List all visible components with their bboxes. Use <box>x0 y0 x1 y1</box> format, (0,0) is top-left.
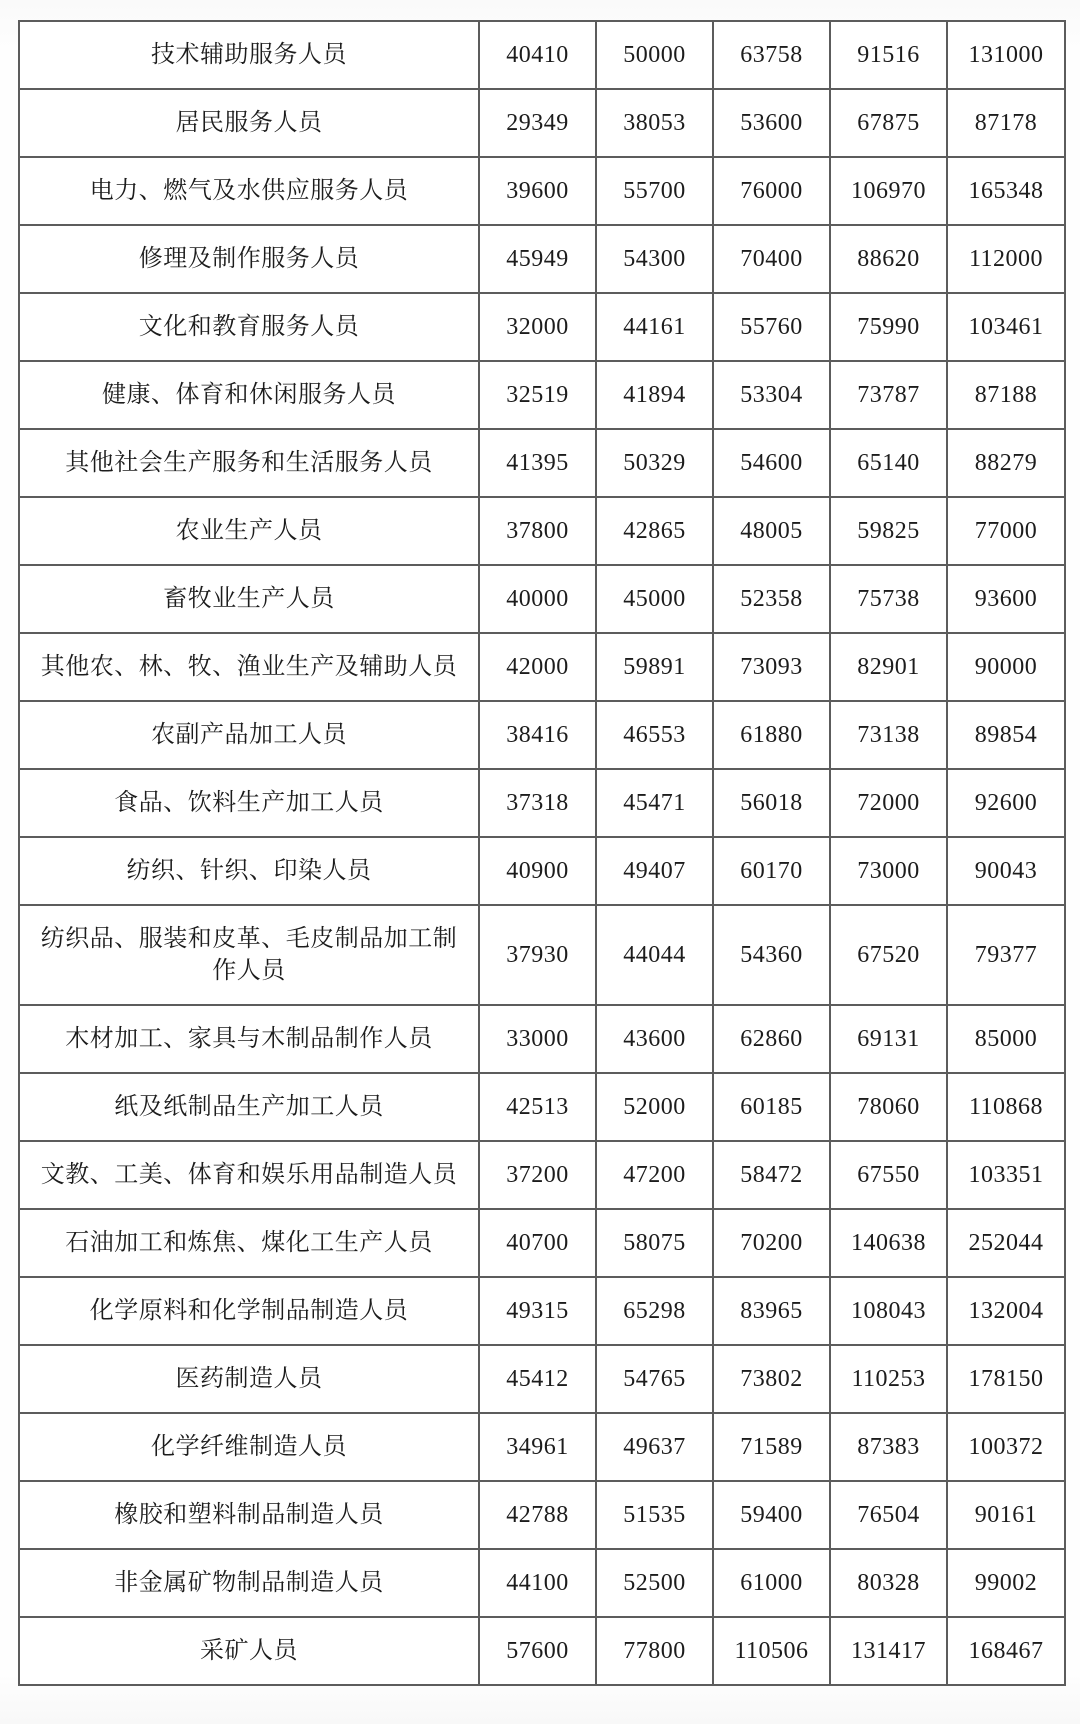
occupation-name: 食品、饮料生产加工人员 <box>19 769 479 837</box>
wage-value: 50329 <box>596 429 713 497</box>
wage-value: 131000 <box>947 21 1065 89</box>
wage-value: 37318 <box>479 769 596 837</box>
wage-value: 32519 <box>479 361 596 429</box>
wage-value: 52358 <box>713 565 830 633</box>
occupation-name: 木材加工、家具与木制品制作人员 <box>19 1005 479 1073</box>
wage-value: 41395 <box>479 429 596 497</box>
wage-value: 73000 <box>830 837 947 905</box>
wage-value: 40410 <box>479 21 596 89</box>
occupation-name: 纺织、针织、印染人员 <box>19 837 479 905</box>
wage-value: 59825 <box>830 497 947 565</box>
wage-value: 45949 <box>479 225 596 293</box>
wage-value: 168467 <box>947 1617 1065 1685</box>
wage-value: 87383 <box>830 1413 947 1481</box>
table-row <box>19 293 1065 361</box>
table-row <box>19 1413 1065 1481</box>
occupation-name: 文化和教育服务人员 <box>19 293 479 361</box>
wage-value: 65140 <box>830 429 947 497</box>
wage-value: 40900 <box>479 837 596 905</box>
wage-value: 73138 <box>830 701 947 769</box>
occupation-name: 橡胶和塑料制品制造人员 <box>19 1481 479 1549</box>
wage-value: 89854 <box>947 701 1065 769</box>
wage-value: 63758 <box>713 21 830 89</box>
wage-value: 60170 <box>713 837 830 905</box>
wage-value: 85000 <box>947 1005 1065 1073</box>
wage-value: 178150 <box>947 1345 1065 1413</box>
wage-value: 60185 <box>713 1073 830 1141</box>
wage-value: 73093 <box>713 633 830 701</box>
wage-value: 49315 <box>479 1277 596 1345</box>
wage-value: 91516 <box>830 21 947 89</box>
wage-value: 103461 <box>947 293 1065 361</box>
occupation-name: 健康、体育和休闲服务人员 <box>19 361 479 429</box>
wage-value: 87178 <box>947 89 1065 157</box>
wage-value: 72000 <box>830 769 947 837</box>
wage-value: 165348 <box>947 157 1065 225</box>
occupation-name: 居民服务人员 <box>19 89 479 157</box>
wage-value: 38416 <box>479 701 596 769</box>
wage-value: 44161 <box>596 293 713 361</box>
wage-value: 56018 <box>713 769 830 837</box>
wage-value: 54360 <box>713 905 830 1005</box>
wage-value: 67875 <box>830 89 947 157</box>
wage-value: 57600 <box>479 1617 596 1685</box>
wage-value: 52000 <box>596 1073 713 1141</box>
occupation-name: 农副产品加工人员 <box>19 701 479 769</box>
wage-value: 252044 <box>947 1209 1065 1277</box>
wage-value: 39600 <box>479 157 596 225</box>
wage-value: 49407 <box>596 837 713 905</box>
wage-value: 44100 <box>479 1549 596 1617</box>
table-row <box>19 565 1065 633</box>
wage-value: 70200 <box>713 1209 830 1277</box>
wage-value: 55700 <box>596 157 713 225</box>
wage-value: 45000 <box>596 565 713 633</box>
occupation-name: 非金属矿物制品制造人员 <box>19 1549 479 1617</box>
wage-value: 38053 <box>596 89 713 157</box>
wage-value: 54300 <box>596 225 713 293</box>
wage-value: 45412 <box>479 1345 596 1413</box>
table-row <box>19 1345 1065 1413</box>
table-row <box>19 21 1065 89</box>
wage-value: 41894 <box>596 361 713 429</box>
wage-value: 110506 <box>713 1617 830 1685</box>
wage-value: 43600 <box>596 1005 713 1073</box>
wage-value: 78060 <box>830 1073 947 1141</box>
wage-value: 131417 <box>830 1617 947 1685</box>
wage-value: 100372 <box>947 1413 1065 1481</box>
wage-value: 90000 <box>947 633 1065 701</box>
occupation-name: 化学原料和化学制品制造人员 <box>19 1277 479 1345</box>
wage-value: 54765 <box>596 1345 713 1413</box>
wage-value: 42000 <box>479 633 596 701</box>
wage-value: 88620 <box>830 225 947 293</box>
occupation-name: 农业生产人员 <box>19 497 479 565</box>
wage-value: 51535 <box>596 1481 713 1549</box>
wage-value: 75738 <box>830 565 947 633</box>
table-body <box>19 21 1065 1685</box>
table-row <box>19 1617 1065 1685</box>
wage-value: 58075 <box>596 1209 713 1277</box>
wage-value: 76504 <box>830 1481 947 1549</box>
wage-value: 47200 <box>596 1141 713 1209</box>
wage-value: 92600 <box>947 769 1065 837</box>
occupation-name: 采矿人员 <box>19 1617 479 1685</box>
wage-value: 67550 <box>830 1141 947 1209</box>
wage-value: 49637 <box>596 1413 713 1481</box>
table-row <box>19 157 1065 225</box>
occupation-name: 技术辅助服务人员 <box>19 21 479 89</box>
table-row <box>19 1277 1065 1345</box>
wage-value: 88279 <box>947 429 1065 497</box>
table-row <box>19 1209 1065 1277</box>
wage-value: 110868 <box>947 1073 1065 1141</box>
occupation-name: 其他农、林、牧、渔业生产及辅助人员 <box>19 633 479 701</box>
wage-value: 58472 <box>713 1141 830 1209</box>
wage-value: 90161 <box>947 1481 1065 1549</box>
wage-value: 77800 <box>596 1617 713 1685</box>
wage-value: 79377 <box>947 905 1065 1005</box>
wage-value: 75990 <box>830 293 947 361</box>
wage-value: 44044 <box>596 905 713 1005</box>
wage-table <box>18 20 1066 1686</box>
wage-value: 110253 <box>830 1345 947 1413</box>
wage-value: 76000 <box>713 157 830 225</box>
wage-value: 34961 <box>479 1413 596 1481</box>
wage-value: 59400 <box>713 1481 830 1549</box>
wage-value: 48005 <box>713 497 830 565</box>
table-row <box>19 89 1065 157</box>
wage-value: 42865 <box>596 497 713 565</box>
wage-value: 69131 <box>830 1005 947 1073</box>
wage-value: 71589 <box>713 1413 830 1481</box>
wage-value: 40000 <box>479 565 596 633</box>
table-row <box>19 701 1065 769</box>
wage-value: 54600 <box>713 429 830 497</box>
occupation-name: 畜牧业生产人员 <box>19 565 479 633</box>
table-row <box>19 769 1065 837</box>
table-row <box>19 361 1065 429</box>
wage-value: 52500 <box>596 1549 713 1617</box>
wage-value: 103351 <box>947 1141 1065 1209</box>
wage-value: 50000 <box>596 21 713 89</box>
wage-value: 37800 <box>479 497 596 565</box>
table-row <box>19 429 1065 497</box>
wage-value: 42788 <box>479 1481 596 1549</box>
wage-value: 46553 <box>596 701 713 769</box>
occupation-name: 纺织品、服装和皮革、毛皮制品加工制作人员 <box>19 905 479 1005</box>
wage-value: 87188 <box>947 361 1065 429</box>
table-row <box>19 1549 1065 1617</box>
table-row <box>19 1073 1065 1141</box>
table-row <box>19 1141 1065 1209</box>
occupation-name: 修理及制作服务人员 <box>19 225 479 293</box>
wage-value: 32000 <box>479 293 596 361</box>
wage-value: 77000 <box>947 497 1065 565</box>
wage-value: 108043 <box>830 1277 947 1345</box>
table-row <box>19 633 1065 701</box>
occupation-name: 医药制造人员 <box>19 1345 479 1413</box>
wage-value: 65298 <box>596 1277 713 1345</box>
table-row <box>19 1005 1065 1073</box>
wage-value: 61880 <box>713 701 830 769</box>
wage-value: 33000 <box>479 1005 596 1073</box>
wage-value: 42513 <box>479 1073 596 1141</box>
wage-value: 29349 <box>479 89 596 157</box>
wage-value: 93600 <box>947 565 1065 633</box>
wage-value: 37930 <box>479 905 596 1005</box>
wage-value: 112000 <box>947 225 1065 293</box>
wage-value: 90043 <box>947 837 1065 905</box>
occupation-name: 石油加工和炼焦、煤化工生产人员 <box>19 1209 479 1277</box>
wage-value: 80328 <box>830 1549 947 1617</box>
table-row <box>19 837 1065 905</box>
wage-value: 73787 <box>830 361 947 429</box>
occupation-name: 化学纤维制造人员 <box>19 1413 479 1481</box>
occupation-name: 电力、燃气及水供应服务人员 <box>19 157 479 225</box>
wage-value: 53600 <box>713 89 830 157</box>
wage-value: 70400 <box>713 225 830 293</box>
wage-value: 83965 <box>713 1277 830 1345</box>
wage-value: 53304 <box>713 361 830 429</box>
wage-value: 82901 <box>830 633 947 701</box>
wage-value: 45471 <box>596 769 713 837</box>
table-row <box>19 905 1065 1005</box>
table-row <box>19 497 1065 565</box>
wage-value: 62860 <box>713 1005 830 1073</box>
wage-value: 59891 <box>596 633 713 701</box>
table-row <box>19 225 1065 293</box>
wage-value: 132004 <box>947 1277 1065 1345</box>
wage-value: 55760 <box>713 293 830 361</box>
table-row <box>19 1481 1065 1549</box>
wage-value: 140638 <box>830 1209 947 1277</box>
wage-value: 61000 <box>713 1549 830 1617</box>
occupation-name: 其他社会生产服务和生活服务人员 <box>19 429 479 497</box>
occupation-name: 纸及纸制品生产加工人员 <box>19 1073 479 1141</box>
wage-value: 106970 <box>830 157 947 225</box>
wage-value: 99002 <box>947 1549 1065 1617</box>
wage-value: 37200 <box>479 1141 596 1209</box>
wage-value: 73802 <box>713 1345 830 1413</box>
wage-value: 67520 <box>830 905 947 1005</box>
wage-value: 40700 <box>479 1209 596 1277</box>
occupation-name: 文教、工美、体育和娱乐用品制造人员 <box>19 1141 479 1209</box>
